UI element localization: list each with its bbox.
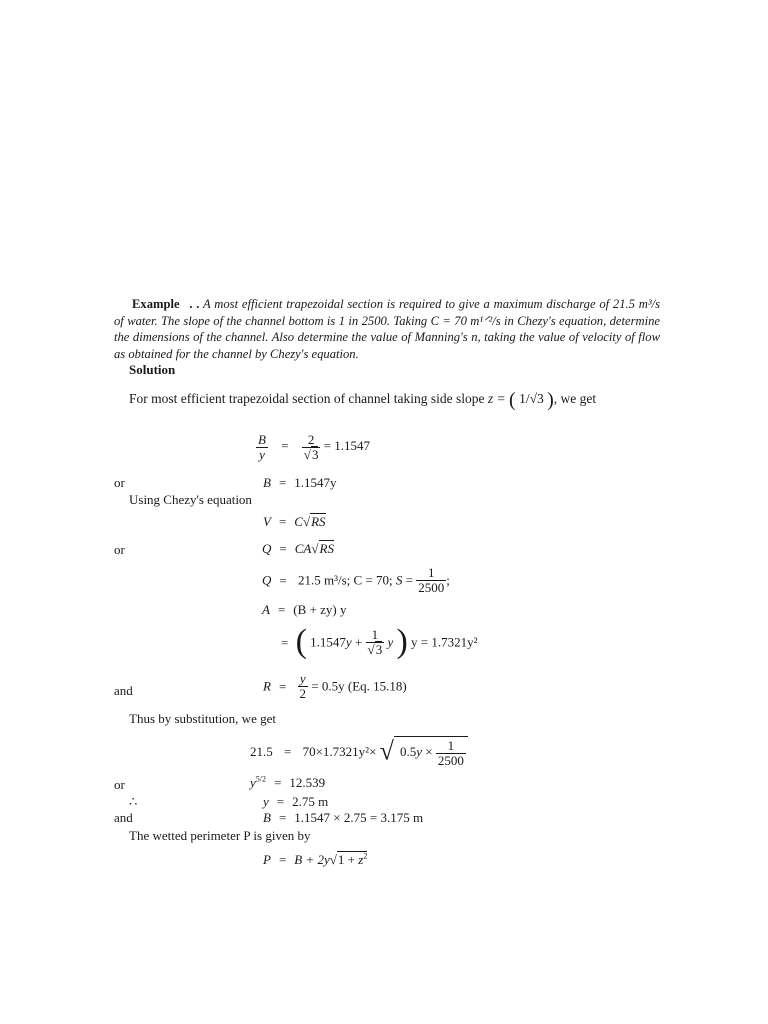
eq-y: y = 2.75 m [263,794,329,809]
label-or-3: or [114,777,125,792]
eq-p-expr: B + 2y [294,852,330,867]
eq-r: R = $\frac{y}{2}$ = 0.5y (Eq. 15.18) [263,671,407,701]
eq-215-rhs: 70×1.7321y²× [302,744,377,760]
solution-heading: Solution [129,362,176,377]
example-text: A most efficient trapezoidal section is required to give a maximum discharge of 21.5 m³/s of water. The slope of the channel bottom is 1 in 2500. Taking C = 70 m¹ᐟ²/s in Chezy's equation, determine the dimensions of the channel. Also determine the value of Manning's n, taking the value of velocity of flow as obtained for the channel by Chezy's equation. [114,297,661,361]
example-paragraph [114,296,660,362]
intro-end: , we get [553,391,597,407]
eq-a-result: y = 1.7321y² [411,634,478,650]
label-or-2: or [114,542,125,557]
intro-value: 1/√3 [519,391,544,407]
eq-y52: $y^{5/2} = 12.539$ [250,774,326,790]
eq-a: A = (B + zy) y [262,602,347,617]
eq-q: Q = CA√RS [262,541,334,556]
eq-y-value: 2.75 m [292,794,329,809]
example-dots: . . [189,297,200,311]
eq-b-over-y-result: = 1.1547 [323,438,371,454]
intro-text: For most efficient trapezoidal section of channel taking side slope [129,391,485,407]
eq-a-expr: (B + zy) y [293,602,347,617]
eq-b-value: 1.1547y [294,475,337,490]
eq-215-lhs: 21.5 [250,744,273,760]
eq-215: 21.5 = 70×1.7321y²× √ 0.5y × $\frac{1}{2500}$ [250,736,468,767]
eq-b-over-y: $\frac{B}{y}$ = $\frac{2}{√3}$ = 1.1547 [258,432,371,462]
eq-r-result: = 0.5y (Eq. 15.18) [311,678,407,694]
eq-b: B = 1.1547y [263,475,337,490]
using-chezy: Using Chezy's equation [129,492,252,507]
label-and-1: and [114,683,133,698]
intro-line: For most efficient trapezoidal section of channel taking side slope z = ( 1/√3 ), we get [129,389,597,411]
eq-p: $P = B + 2y√1 + z^2$ [263,851,368,867]
thus-substitution: Thus by substitution, we get [129,711,276,726]
eq-q-given: Q = 21.5 m³/s; C = 70; S = $\frac{1}{2500}$ ; [262,565,450,595]
label-and-2: and [114,810,133,825]
intro-z: z = [487,391,506,407]
eq-y52-value: 12.539 [289,775,326,790]
eq-v: V = C√RS [263,514,326,529]
eq-b-final: B = 1.1547 × 2.75 = 3.175 m [263,810,424,825]
example-label: Example [132,297,180,311]
eq-a-expand: = ( 1.1547y + $\frac{1}{√3}$ y ) y = 1.7321y² [281,623,478,660]
label-or-1: or [114,475,125,490]
eq-q-given-text: 21.5 m³/s; C = 70; [297,572,393,588]
eq-b-final-value: 1.1547 × 2.75 = 3.175 m [294,810,424,825]
wetted-perimeter-text: The wetted perimeter P is given by [129,828,311,843]
therefore-symbol: ∴ [129,794,138,809]
